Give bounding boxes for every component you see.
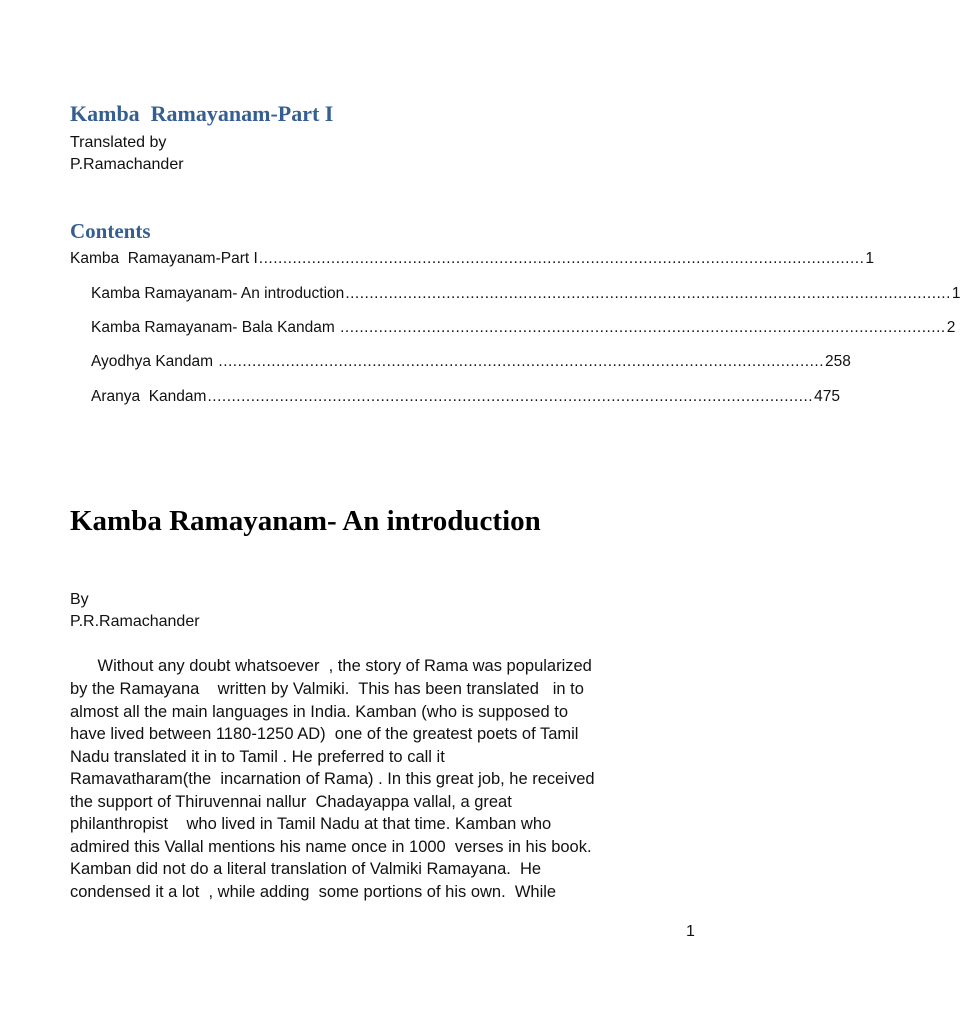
- toc-dot-leader: ..............................................................................................................................: [218, 353, 824, 370]
- by-label: By: [70, 591, 89, 608]
- paragraph-line: Nadu translated it in to Tamil . He preferred to call it: [70, 748, 445, 766]
- toc-entry[interactable]: [91, 283, 961, 305]
- toc-entry[interactable]: [91, 317, 956, 339]
- paragraph-line: by the Ramayana written by Valmiki. This has been translated in to: [70, 680, 584, 698]
- toc-dot-leader: ..............................................................................................................................: [258, 250, 865, 267]
- translated-by-label: Translated by: [70, 134, 167, 151]
- toc-entry-label: Ayodhya Kandam: [91, 353, 218, 370]
- toc-entry-label: Aranya Kandam: [91, 388, 207, 405]
- toc-dot-leader: ..............................................................................................................................: [340, 319, 946, 336]
- document-title: Kamba Ramayanam-Part I: [70, 101, 334, 126]
- paragraph-line: admired this Vallal mentions his name once in 1000 verses in his book.: [70, 838, 592, 856]
- introduction-heading: Kamba Ramayanam- An introduction: [70, 505, 541, 537]
- toc-entry-label: Kamba Ramayanam- Bala Kandam: [91, 319, 340, 336]
- page-number: 1: [686, 923, 695, 940]
- toc-entry[interactable]: [70, 248, 875, 270]
- author-name: P.R.Ramachander: [70, 613, 200, 630]
- paragraph-line: have lived between 1180-1250 AD) one of the greatest poets of Tamil: [70, 725, 579, 743]
- toc-entry[interactable]: [91, 351, 851, 373]
- translator-name: P.Ramachander: [70, 156, 184, 173]
- toc-entry-page: 258: [825, 353, 851, 370]
- toc-entry[interactable]: [91, 386, 840, 408]
- paragraph-line: philanthropist who lived in Tamil Nadu at that time. Kamban who: [70, 815, 552, 833]
- paragraph-line: almost all the main languages in India. Kamban (who is supposed to: [70, 703, 569, 721]
- toc-entry-label: Kamba Ramayanam- An introduction: [91, 285, 345, 302]
- paragraph-line: condensed it a lot , while adding some portions of his own. While: [70, 883, 557, 901]
- paragraph-line: the support of Thiruvennai nallur Chadayappa vallal, a great: [70, 793, 512, 811]
- contents-heading: Contents: [70, 219, 151, 243]
- toc-entry-page: 475: [814, 388, 840, 405]
- paragraph-line: Ramavatharam(the incarnation of Rama) . In this great job, he received: [70, 770, 595, 788]
- paragraph-line: Without any doubt whatsoever , the story of Rama was popularized: [70, 657, 592, 675]
- toc-entry-page: 1: [951, 285, 961, 302]
- toc-entry-page: 1: [865, 250, 875, 267]
- toc-entry-label: Kamba Ramayanam-Part I: [70, 250, 258, 267]
- toc-dot-leader: ..............................................................................................................................: [345, 285, 951, 302]
- toc-dot-leader: ..............................................................................................................................: [207, 388, 814, 405]
- paragraph-line: Kamban did not do a literal translation of Valmiki Ramayana. He: [70, 860, 542, 878]
- toc-entry-page: 2: [946, 319, 956, 336]
